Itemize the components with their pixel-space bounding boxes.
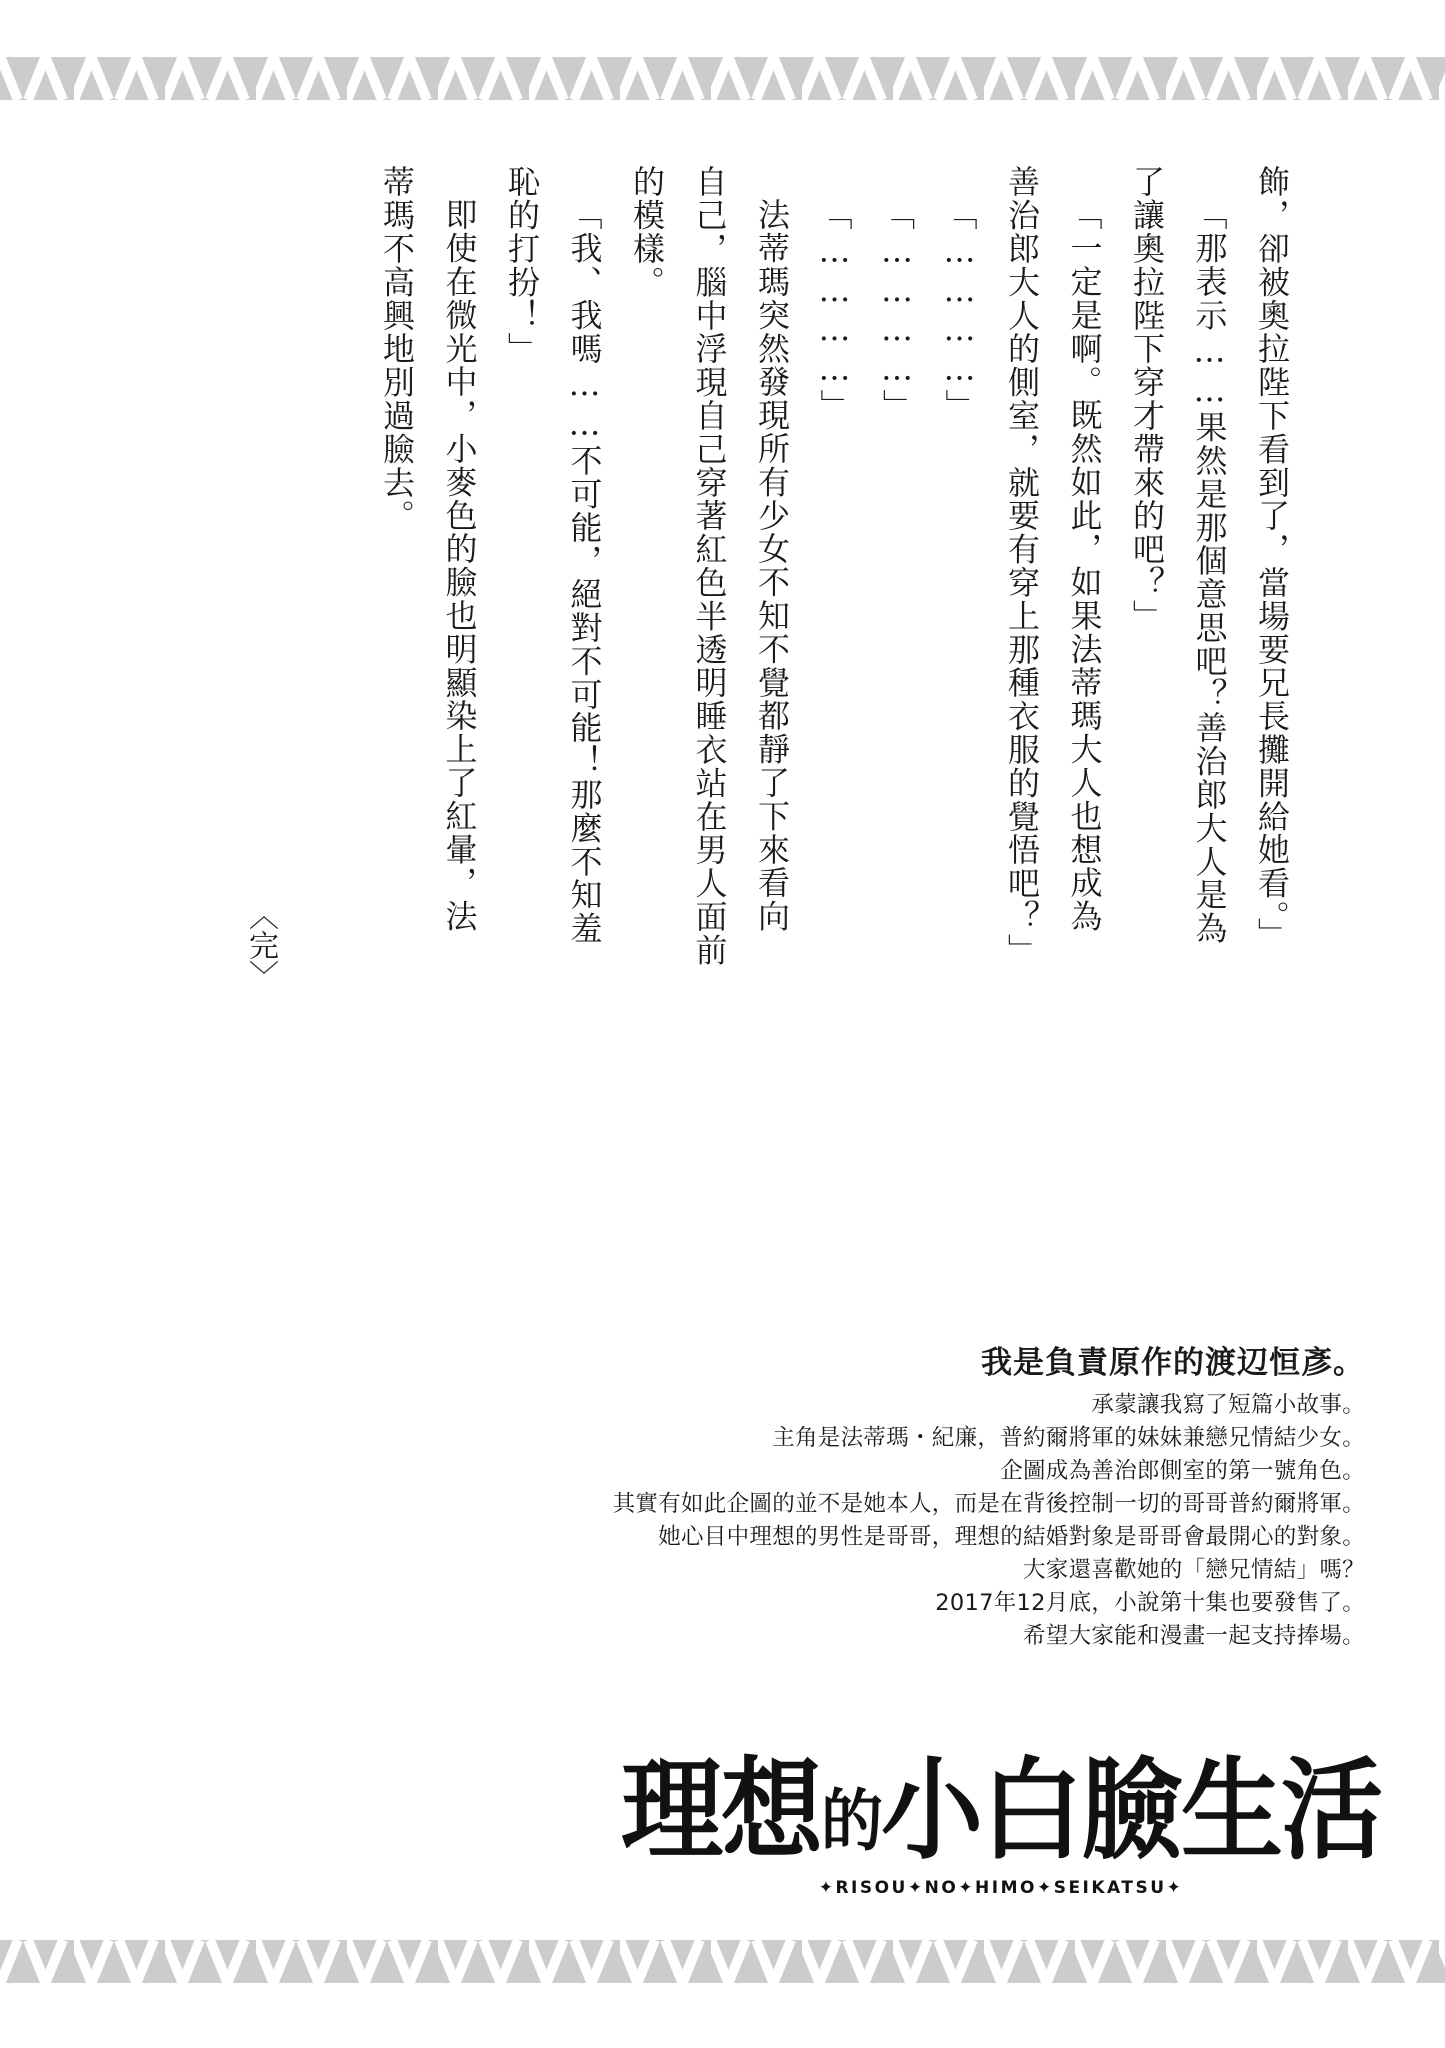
text-column: 自己，腦中浮現自己穿著紅色半透明睡衣站在男人面前 xyxy=(690,165,729,967)
logo-title-small: 的 xyxy=(820,1781,881,1861)
novel-text-block xyxy=(366,165,1304,1145)
bottom-decorative-band xyxy=(0,1940,1445,1983)
text-column: 「…………」 xyxy=(815,198,854,423)
text-column: 法蒂瑪突然發現所有少女不知不覺都靜了下來看向 xyxy=(753,198,791,933)
logo-title-part1: 理想 xyxy=(620,1746,821,1876)
text-column: 了讓奧拉陛下穿才帶來的吧？」 xyxy=(1128,165,1166,633)
afterword-line: 承蒙讓我寫了短篇小故事。 xyxy=(1091,1392,1365,1418)
series-logo xyxy=(620,1746,1381,1898)
text-column: 的模樣。 xyxy=(628,165,666,299)
author-afterword xyxy=(613,1337,1365,1653)
top-decorative-band xyxy=(0,57,1445,100)
text-column: 恥的打扮！」 xyxy=(503,165,541,366)
text-column: 「我、我嗎……不可能，絕對不可能！那麼不知羞 xyxy=(565,198,604,945)
afterword-line: 大家還喜歡她的「戀兄情結」嗎？ xyxy=(1022,1557,1365,1583)
text-column: 即使在微光中，小麥色的臉也明顯染上了紅暈，法 xyxy=(440,198,479,933)
logo-title xyxy=(620,1746,1381,1881)
triangle-pattern-icon xyxy=(0,57,1445,100)
logo-title-part2: 小白臉生活 xyxy=(881,1746,1381,1876)
text-column: 「那表示……果然是那個意思吧？善治郎大人是為 xyxy=(1190,198,1229,945)
afterword-line: 她心目中理想的男性是哥哥，理想的結婚對象是哥哥會最開心的對象。 xyxy=(658,1524,1365,1550)
afterword-line: 2017年12月底，小說第十集也要發售了。 xyxy=(935,1590,1365,1616)
text-column: 「…………」 xyxy=(878,198,916,423)
triangle-pattern-icon xyxy=(0,1940,1445,1983)
logo-subtitle: ✦RISOU✦NO✦HIMO✦SEIKATSU✦ xyxy=(818,1878,1184,1898)
afterword-line: 希望大家能和漫畫一起支持捧場。 xyxy=(1022,1623,1365,1649)
text-column: 蒂瑪不高興地別過臉去。 xyxy=(378,165,416,533)
text-column: 善治郎大人的側室，就要有穿上那種衣服的覺悟吧？」 xyxy=(1003,165,1041,967)
afterword-line: 其實有如此企圖的並不是她本人，而是在背後控制一切的哥哥普約爾將軍。 xyxy=(612,1491,1365,1517)
afterword-line: 企圖成為善治郎側室的第一號角色。 xyxy=(1000,1458,1365,1484)
text-column: 飾，卻被奧拉陛下看到了，當場要兄長攤開給她看。」 xyxy=(1253,165,1291,951)
text-column: 「一定是啊。既然如此，如果法蒂瑪大人也想成為 xyxy=(1065,198,1104,933)
end-mark: 〈完〉 xyxy=(243,900,278,990)
afterword-line: 主角是法蒂瑪・紀廉，普約爾將軍的妹妹兼戀兄情結少女。 xyxy=(772,1425,1365,1451)
afterword-headline: 我是負責原作的渡辺恒彥。 xyxy=(981,1345,1365,1381)
text-column: 「…………」 xyxy=(940,198,979,423)
